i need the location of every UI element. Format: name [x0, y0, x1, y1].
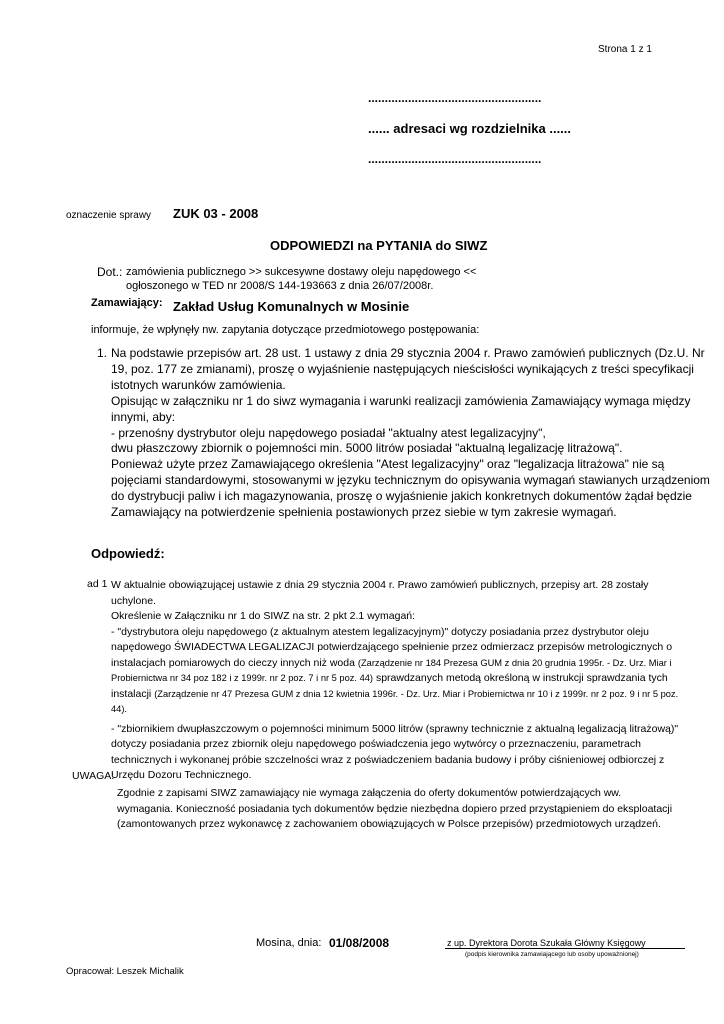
signature-note: (podpis kierownika zamawiającego lub osoby upoważnionej) [465, 951, 639, 958]
document-date: 01/08/2008 [329, 936, 390, 950]
question-paragraph: Na podstawie przepisów art. 28 ust. 1 ustawy z dnia 29 stycznia 2004 r. Prawo zamówień publicznych (Dz.U. Nr 19, poz. 177 ze zmianami), proszę o wyjaśnienie następujących nieścisłości wynikających z treści specyfikacji istotnych warunków zamówienia. [111, 346, 705, 392]
answer-paragraph: - "zbiornikiem dwupłaszczowym o pojemności minimum 5000 litrów (sprawny technicznie z aktualną legalizacją litrażową)" dotyczy posiadania przez zbiornik oleju napędowego poświadczenia jego wytwórcy o przeznaczeniu, parametrach technicznych i wykonanej próbie szczelności wraz z poświadczeniem badania budowy i próby ciśnieniowej odbiorczej z Urzędu Dozoru Technicznego. [111, 722, 679, 781]
answer-paragraph: Określenie w Załączniku nr 1 do SIWZ na str. 2 pkt 2.1 wymagań: [111, 610, 416, 622]
prepared-by: Opracował: Leszek Michalik [66, 966, 184, 977]
note-label: UWAGA: [72, 770, 115, 782]
place-label: Mosina, dnia: [256, 937, 322, 949]
intro-text: informuje, że wpłynęły nw. zapytania dotyczące przedmiotowego postępowania: [91, 324, 480, 336]
answer-paragraph [111, 625, 691, 718]
answer-number: ad 1 [87, 578, 108, 590]
note-text: Zgodnie z zapisami SIWZ zamawiający nie wymaga załączenia do oferty dokumentów potwierdzających ww. wymagania. Konieczność posiadania tych dokumentów będzie niezbędna dopiero przed przystąpieniem do eksploatacji (zamontowanych przez wykonawcę z zachowaniem obowiązujących w Polsce przepisów) przedmiotowych urządzeń. [117, 787, 673, 830]
address-dots-bottom: .................................................... [368, 152, 542, 166]
signatory: z up. Dyrektora Dorota Szukała Główny Księgowy [447, 938, 646, 948]
signature-line [445, 948, 685, 949]
recipients-line: ...... adresaci wg rozdzielnika ...... [368, 121, 572, 136]
answer-reference: (Zarządzenie nr 47 Prezesa GUM z dnia 12 kwietnia 1996r. - Dz. Urz. Miar i Probiernictwa nr 10 i z 1999r. nr 2 poz. 9 i nr 5 poz. 44). [111, 688, 679, 714]
document-title: ODPOWIEDZI na PYTANIA do SIWZ [270, 238, 488, 253]
subject-label: Dot.: [97, 265, 123, 279]
question-paragraph: Opisując w załączniku nr 1 do siwz wymagania i warunki realizacji zamówienia Zamawiający wymaga między innymi, aby: [111, 393, 691, 424]
question-paragraph: - przenośny dystrybutor oleju napędowego posiadał "aktualny atest legalizacyjny", [111, 425, 546, 440]
case-number: ZUK 03 - 2008 [173, 206, 259, 221]
answer-text: sprawdzanych metodą określoną w instrukcji sprawdzania tych instalacji [111, 672, 668, 700]
answer-reference: (Zarządzenie nr 184 Prezesa GUM z dnia 20 grudnia 1995r. - Dz. Urz. Miar i Probiernictwa nr 34 poz 182 i z 1999r. nr 2 poz. 7 i nr 5 poz. 44) [111, 657, 672, 683]
answer-paragraph: W aktualnie obowiązującej ustawie z dnia 29 stycznia 2004 r. Prawo zamówień publicznych, przepisy art. 28 zostały uchylone. [111, 579, 649, 607]
question-paragraph: Ponieważ użyte przez Zamawiającego określenia "Atest legalizacyjny" oraz "legalizacja litrażowa" nie są pojęciami standardowymi, stosowanymi w języku technicznym do opisywania wymagań stawianych urządzeniom do dystrybucji paliw i ich magazynowania, proszę o wyjaśnienie jakich konkretnych dokumentów żądał będzie Zamawiający na potwierdzenie spełnienia postawionych przez siebie w tym zakresie wymagań. [111, 457, 710, 520]
subject-text: zamówienia publicznego >> sukcesywne dostawy oleju napędowego << ogłoszonego w TED nr 2008/S 144-193663 z dnia 26/07/2008r. [126, 266, 477, 292]
question-paragraph: dwu płaszczowy zbiornik o pojemności min. 5000 litrów posiadał "aktualną legalizację litrażową". [111, 441, 623, 456]
question-number: 1. [97, 346, 108, 360]
address-dots-top: .................................................... [368, 91, 542, 105]
note-body [117, 786, 677, 833]
authority-label: Zamawiający: [91, 297, 163, 309]
page-number: Strona 1 z 1 [598, 44, 652, 55]
answer-heading: Odpowiedź: [91, 546, 165, 561]
answer-text: - "dystrybutora oleju napędowego (z aktualnym atestem legalizacyjnym)" dotyczy posiadania przez dystrybutor oleju napędowego ŚWIADECTWA LEGALIZACJI potwierdzającego spełnienie przez odmierzacz przepisów metrologicznych o instalacjach pomiarowych do cieczy innych niż woda [111, 625, 673, 669]
case-label: oznaczenie sprawy [66, 210, 152, 221]
authority-name: Zakład Usług Komunalnych w Mosinie [173, 299, 410, 314]
question-body [111, 346, 716, 521]
answer-body [111, 578, 691, 784]
